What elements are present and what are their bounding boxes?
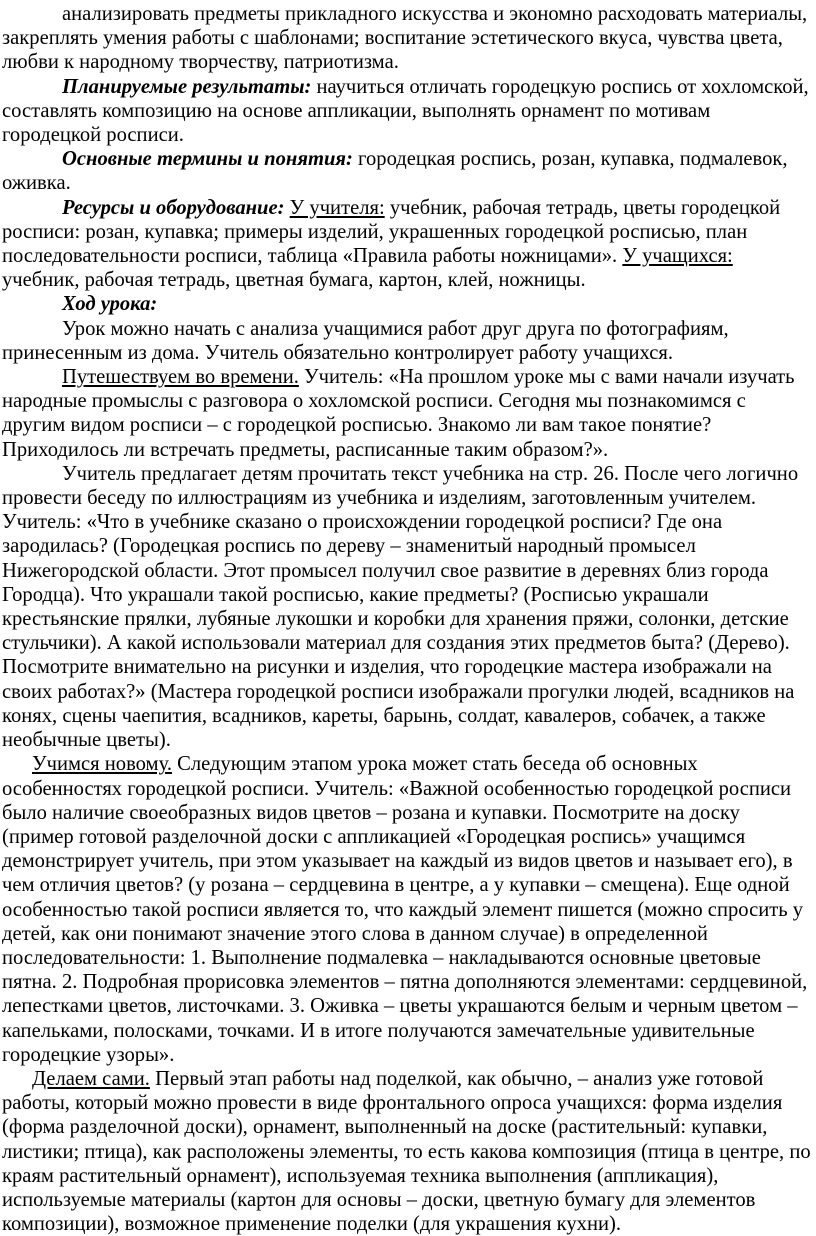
terms-text: городецкая роспись, розан, купавка, подмалевок, оживка. [2, 148, 788, 195]
teacher-resources-text: учебник, рабочая тетрадь, цветы городецкой росписи: розан, купавка; примеры изделий, украшенных городецкой росписью, план последовательности росписи, таблица «Правила работы ножницами». [2, 196, 781, 268]
time-travel-paragraph [2, 365, 814, 462]
planned-results-text: научиться отличать городецкую роспись от хохломской, составлять композицию на основе аппликации, выполнять орнамент по мотивам городецкой росписи. [2, 75, 809, 147]
doing-ourselves-text: Первый этап работы над поделкой, как обычно, – анализ уже готовой работы, который можно провести в виде фронтального опроса учащихся: форма изделия (форма разделочной доски), орнамент, выполненный на доске (растительный: купавки, листики; птица), как расположены элементы, то есть какова композиция (птица в центре, по краям растительный орнамент), используемая техника выполнения (аппликация), используемые материалы (картон для основы – доски, цветную бумагу для элементов композиции), возможное применение поделки (для украшения кухни). [2, 1067, 811, 1236]
lesson-course-label: Ход урока: [62, 293, 158, 316]
learning-new-text: Следующим этапом урока может стать беседа об основных особенностях городецкой росписи. Учитель: «Важной особенностью городецкой росписи было наличие своеобразных видов цветов – розана и купавки. Посмотрите на доску (пример готовой разделочной доски с аппликацией «Городецкая роспись» учащимся демонстрирует учитель, при этом указывает на каждый из видов цветов и называет его), в чем отличия цветов? (у розана – сердцевина в центре, а у купавки – смещена). Еще одной особенностью такой росписи является то, что каждый элемент пишется (можно спросить у детей, как они понимают значение этого слова в данном случае) в определенной последовательности: 1. Выполнение подмалевка – накладываются основные цветовые пятна. 2. Подробная прорисовка элементов – пятна дополняются элементами: сердцевиной, лепестками цветов, листочками. 3. Оживка – цветы украшаются белым и черным цветом – капельками, полосками, точками. И в итоге получаются замечательные удивительные городецкие узоры». [2, 753, 808, 1066]
textbook-discussion-paragraph: Учитель предлагает детям прочитать текст учебника на стр. 26. После чего логично провести беседу по иллюстрациям из учебника и изделиям, заготовленным учителем. Учитель: «Что в учебнике сказано о происхождении городецкой росписи? Где она зародилась? (Городецкая роспись по дереву – знаменитый народный промысел Нижегородской области. Этот промысел получил свое развитие в деревнях близ города Городца). Что украшали такой росписью, какие предметы? (Росписью украшали крестьянские прялки, лубяные лукошки и коробки для хранения пряжи, солонки, детские стульчики). А какой использовали материал для создания этих предметов быта? (Дерево). Посмотрите внимательно на рисунки и изделия, что городецкие мастера изображали на своих работах?» (Мастера городецкой росписи изображали прогулки людей, всадников на конях, сцены чаепития, всадников, кареты, барынь, солдат, кавалеров, собачек, а также необычные цветы). [2, 462, 799, 752]
teacher-resources-label: У учителя: [289, 196, 385, 219]
doing-ourselves-label: Делаем сами. [32, 1067, 150, 1090]
terms-label: Основные термины и понятия: [62, 148, 353, 171]
resources-label: Ресурсы и оборудование: [62, 196, 285, 219]
learning-new-label: Учимся новому. [32, 753, 172, 776]
time-travel-label: Путешествуем во времени. [62, 366, 299, 389]
lesson-intro-paragraph: Урок можно начать с анализа учащимися работ друг друга по фотографиям, принесенным из дома. Учитель обязательно контролирует работу учащихся. [2, 317, 729, 364]
lesson-course-heading [2, 292, 814, 316]
time-travel-text: Учитель: «На прошлом уроке мы с вами начали изучать народные промыслы с разговора о хохломской росписи. Сегодня мы познакомимся с другим видом росписи – с городецкой росписью. Знакомо ли вам такое понятие? Приходилось ли встречать предметы, расписанные таким образом?». [2, 366, 795, 461]
planned-results-paragraph [2, 75, 814, 148]
learning-new-paragraph [2, 752, 814, 1067]
objectives-continuation: анализировать предметы прикладного искусства и экономно расходовать материалы, закреплять умения работы с шаблонами; воспитание эстетического вкуса, чувства цвета, любви к народному творчеству, патриотизма. [2, 3, 808, 74]
planned-results-label: Планируемые результаты: [62, 75, 312, 98]
doing-ourselves-paragraph [2, 1067, 814, 1236]
student-resources-text: учебник, рабочая тетрадь, цветная бумага, картон, клей, ножницы. [2, 269, 586, 292]
terms-paragraph [2, 147, 814, 195]
resources-paragraph [2, 196, 814, 293]
student-resources-label: У учащихся: [622, 245, 733, 268]
